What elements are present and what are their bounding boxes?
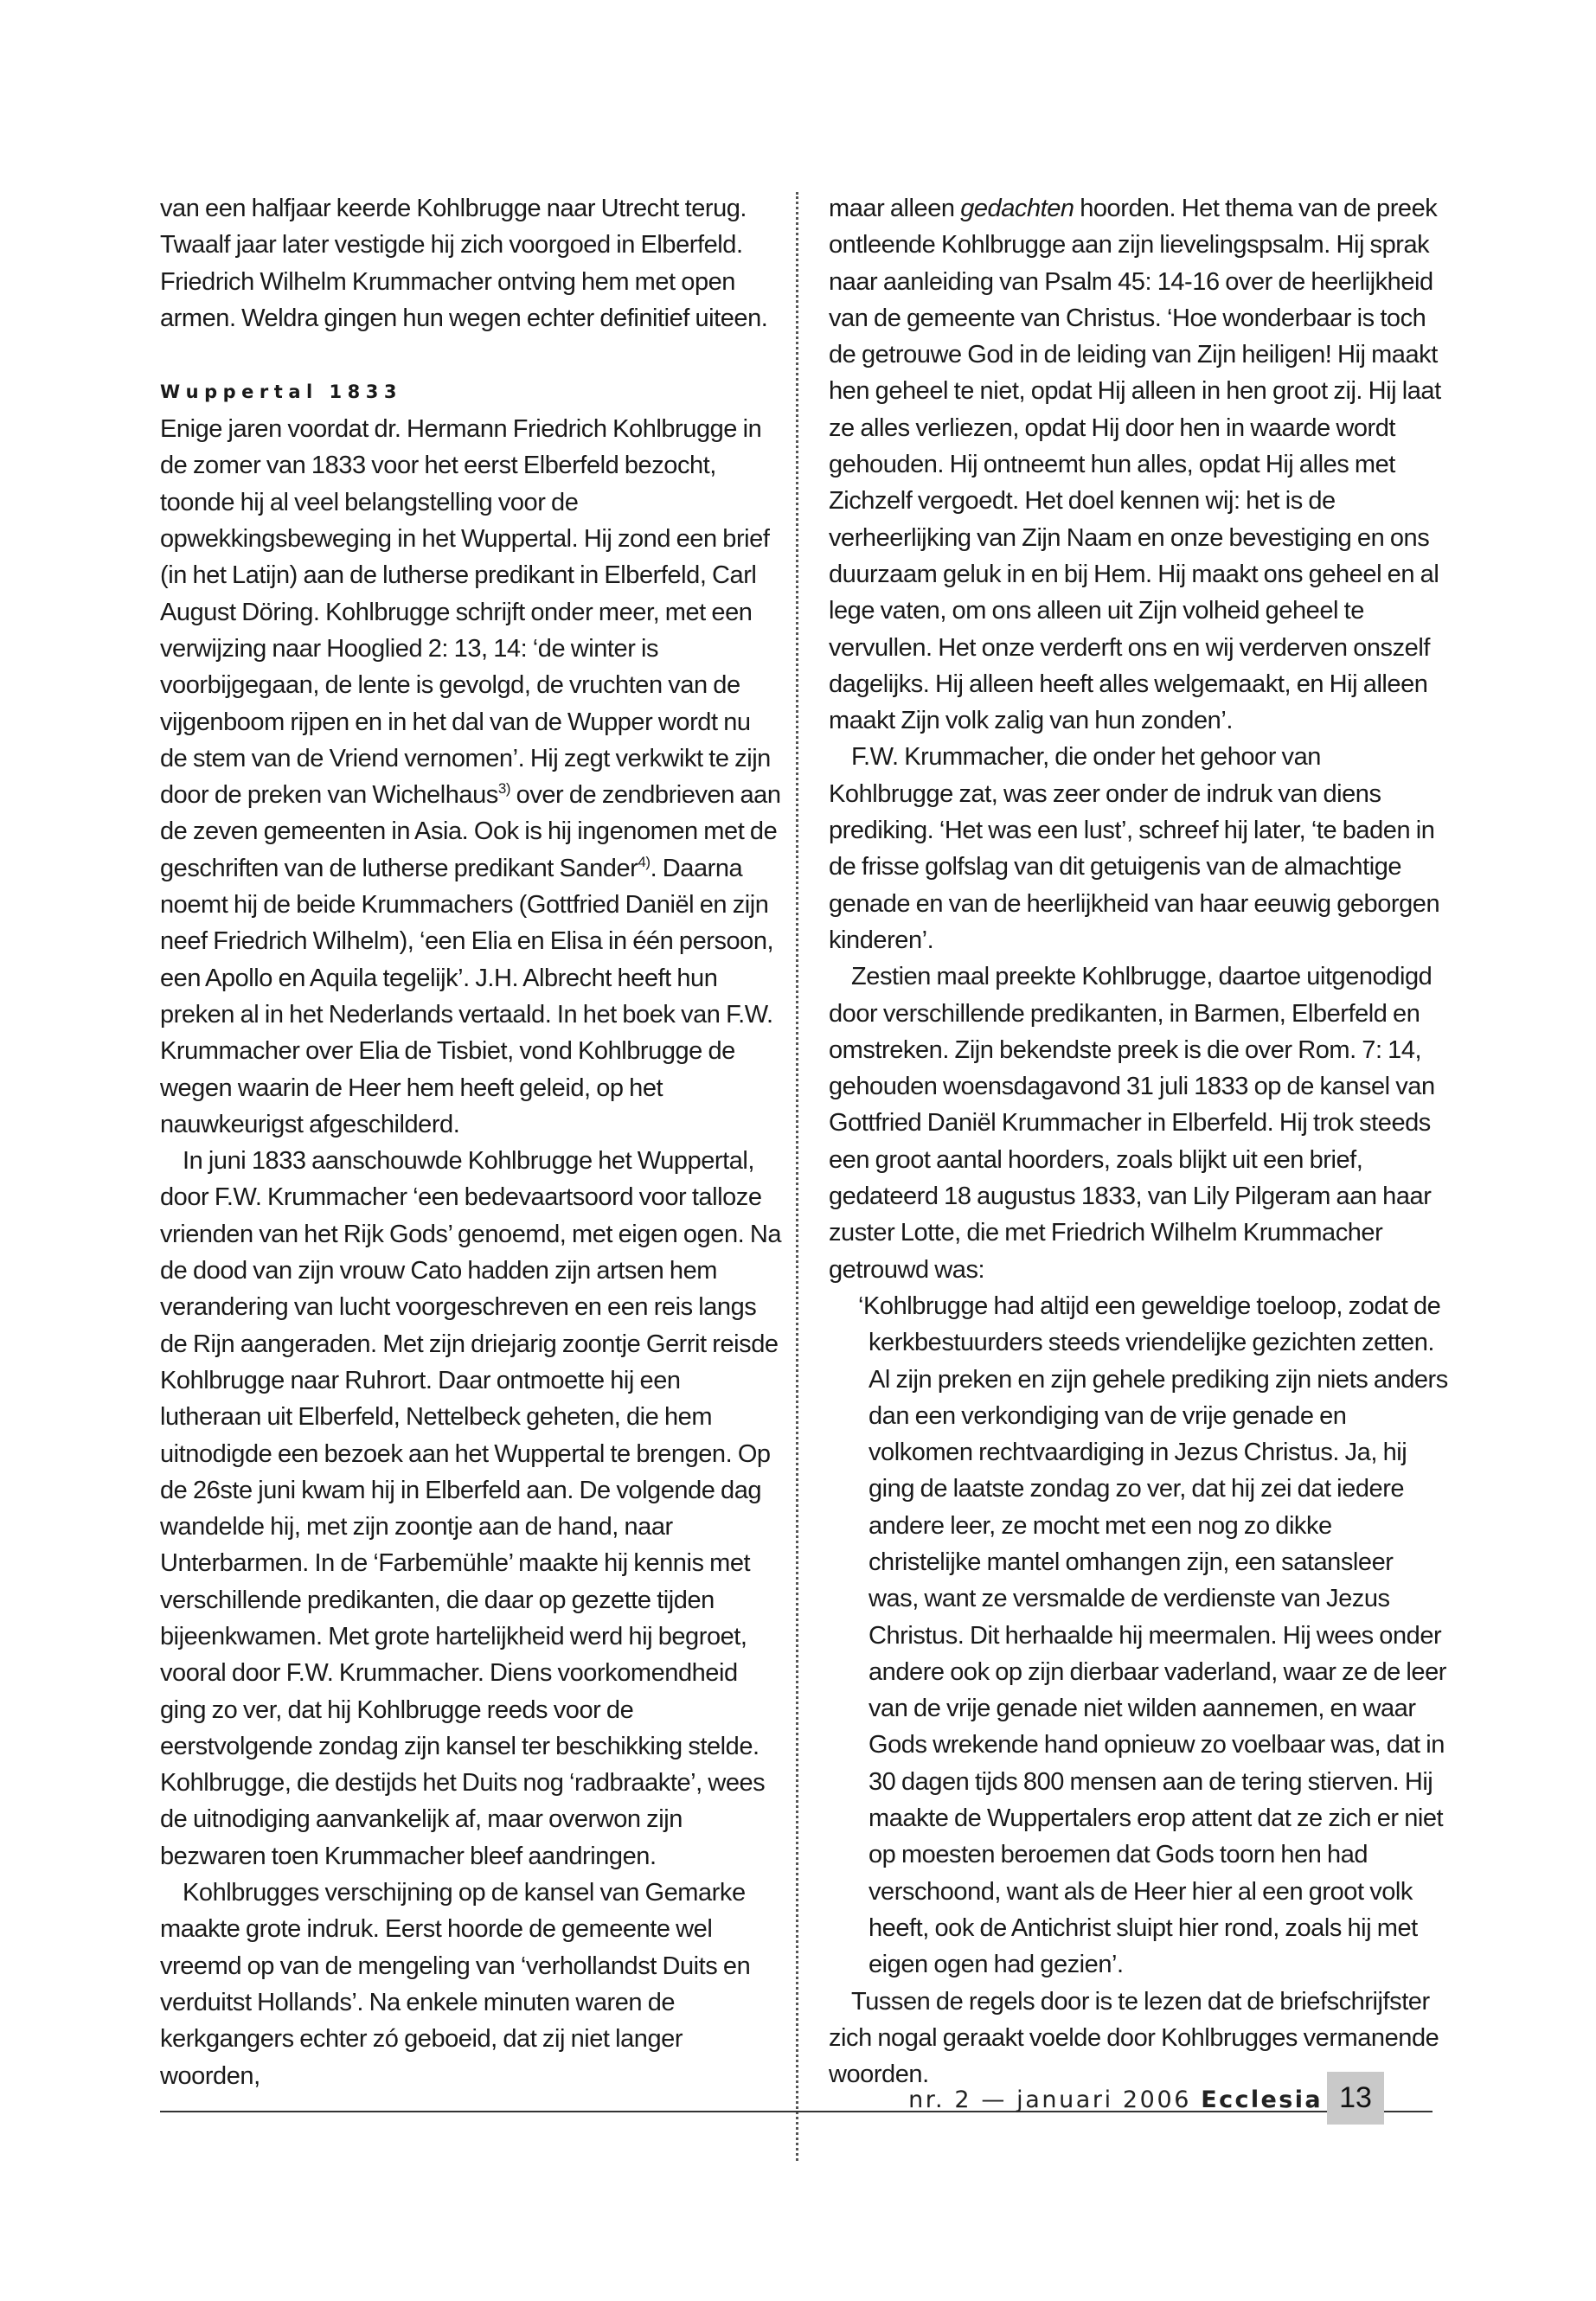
issue-label: nr. 2 — januari 2006 (908, 2086, 1192, 2113)
paragraph: Tussen de regels door is te lezen dat de briefschrijfster zich nogal geraakt voelde door Kohlbrugges vermanende woorden. (829, 1987, 1439, 2089)
footnote-ref: 4) (638, 853, 651, 870)
left-column (160, 190, 783, 2094)
column-divider (796, 192, 798, 2161)
paragraph: Enige jaren voordat dr. Hermann Friedrich Kohlbrugge in de zomer van 1833 voor het eerst Elberfeld bezocht, toonde hij al veel belangstelling voor de opwekkingsbeweging in het Wuppertal. Hij zond een brief (in het Latijn) aan de lutherse predikant in Elberfeld, Carl August Döring. Kohlbrugge schrijft onder meer, met een verwijzing naar Hooglied 2: 13, 14: ‘de winter is voorbijgegaan, de lente is gevolgd, de vruchten van de vijgenboom rijpen en in het dal van de Wupper wordt nu de stem van de Vriend vernomen’. Hij zegt verkwikt te zijn door de preken van Wichelhaus$^{3)}$ over de zendbrieven aan de zeven gemeenten in Asia. Ook is hij ingenomen met de geschriften van de lutherse predikant Sander$^{4)}$. Daarna noemt hij de beide Krummachers (Gottfried Daniël en zijn neef Friedrich Wilhelm), ‘een Elia en Elisa in één persoon, een Apollo en Aquila tegelijk’. J.H. Albrecht heeft hun preken al in het Nederlands vertaald. In het boek van F.W. Krummacher over Elia de Tisbiet, vond Kohlbrugge de wegen waarin de Heer hem heeft geleid, op het nauwkeurigst afgeschilderd. (160, 415, 781, 1138)
magazine-name: Ecclesia (1201, 2086, 1323, 2113)
page-number: 13 (1327, 2072, 1384, 2125)
paragraph: F.W. Krummacher, die onder het gehoor van Kohlbrugge zat, was zeer onder de indruk van diens prediking. ‘Het was een lust’, schreef hij later, ‘te baden in de frisse golfslag van dit getuigenis van de almachtige genade en van de heerlijkheid van haar eeuwig geborgen kinderen’. (829, 743, 1440, 954)
paragraph: Zestien maal preekte Kohlbrugge, daartoe uitgenodigd door verschillende predikanten, in Barmen, Elberfeld en omstreken. Zijn bekendste preek is die over Rom. 7: 14, gehouden woensdagavond 31 juli 1833 op de kansel van Gottfried Daniël Krummacher in Elberfeld. Hij trok steeds een groot aantal hoorders, zoals blijkt uit een brief, gedateerd 18 augustus 1833, van Lily Pilgeram aan haar zuster Lotte, die met Friedrich Wilhelm Krummacher getrouwd was: (829, 963, 1435, 1284)
paragraph: In juni 1833 aanschouwde Kohlbrugge het Wuppertal, door F.W. Krummacher ‘een bedevaartsoord voor talloze vrienden van het Rijk Gods’ genoemd, met eigen ogen. Na de dood van zijn vrouw Cato hadden zijn artsen hem verandering van lucht voorgeschreven en een reis langs de Rijn aangeraden. Met zijn driejarig zoontje Gerrit reisde Kohlbrugge naar Ruhrort. Daar ontmoette hij een lutheraan uit Elberfeld, Nettelbeck geheten, die hem uitnodigde een bezoek aan het Wuppertal te brengen. Op de 26ste juni kwam hij in Elberfeld aan. De volgende dag wandelde hij, met zijn zoontje aan de hand, naar Unterbarmen. In de ‘Farbemühle’ maakte hij kennis met verschillende predikanten, die daar op gezette tijden bijeenkwamen. Met grote hartelijkheid werd hij begroet, vooral door F.W. Krummacher. Diens voorkomendheid ging zo ver, dat hij Kohlbrugge reeds voor de eerstvolgende zondag zijn kansel ter beschikking stelde. Kohlbrugge, die destijds het Duits nog ‘radbraakte’, wees de uitnodiging aanvankelijk af, maar overwon zijn bezwaren toen Krummacher bleef aandringen. (160, 1147, 782, 1870)
paragraph: maar alleen gedachten hoorden. Het thema van de preek ontleende Kohlbrugge aan zijn lievelingspsalm. Hij sprak naar aanleiding van Psalm 45: 14-16 over de heerlijkheid van de gemeente van Christus. ‘Hoe wonderbaar is toch de getrouwe God in de leiding van Zijn heiligen! Hij maakt hen geheel te niet, opdat Hij alleen in hen groot zij. Hij laat ze alles verliezen, opdat Hij door hen in waarde wordt gehouden. Hij ontneemt hun alles, opdat Hij alles met Zichzelf vergoedt. Het doel kennen wij: het is de verheerlijking van Zijn Naam en onze bevestiging en ons duurzaam geluk in en bij Hem. Hij maakt ons geheel en al lege vaten, om ons alleen uit Zijn volheid geheel te vervullen. Het onze verderft ons en wij verderven onszelf dagelijks. Hij alleen heeft alles welgemaakt, en Hij alleen maakt Zijn volk zalig van hun zonden’. (829, 195, 1441, 735)
emphasis: gedachten (960, 195, 1074, 222)
section-heading: Wuppertal 1833 (160, 381, 402, 403)
paragraph: van een halfjaar keerde Kohlbrugge naar Utrecht terug. Twaalf jaar later vestigde hij zich voorgoed in Elberfeld. Friedrich Wilhelm Krummacher ontving hem met open armen. Weldra gingen hun wegen echter definitief uiteen. (160, 195, 768, 332)
right-column (829, 190, 1448, 2093)
paragraph: Kohlbrugges verschijning op de kansel van Gemarke maakte grote indruk. Eerst hoorde de gemeente wel vreemd op van de mengeling van ‘verhollandst Duits en verduitst Hollands’. Na enkele minuten waren de kerkgangers echter zó geboeid, dat zij niet langer woorden, (160, 1879, 751, 2090)
block-quote: ‘Kohlbrugge had altijd een geweldige toeloop, zodat de kerkbestuurders steeds vriendelijke gezichten zetten. Al zijn preken en zijn gehele prediking zijn niets anders dan een verkondiging van de vrije genade en volkomen rechtvaardiging in Jezus Christus. Ja, hij ging de laatste zondag zo ver, dat hij zei dat iedere andere leer, ze mocht met een nog zo dikke christelijke mantel omhangen zijn, een satansleer was, want ze versmalde de verdienste van Jezus Christus. Dit herhaalde hij meermalen. Hij wees onder andere ook op zijn dierbaar vaderland, waar ze de leer van de vrije genade niet wilden aannemen, en waar Gods wrekende hand opnieuw zo voelbaar was, dat in 30 dagen tijds 800 mensen aan de tering stierven. Hij maakte de Wuppertalers erop attent dat ze zich er niet op moesten beroemen dat Gods toorn hen had verschoond, want als de Heer hier al een groot volk heeft, ook de Antichrist sluipt hier rond, zoals hij met eigen ogen had gezien’. (858, 1292, 1448, 1979)
footnote-ref: 3) (497, 780, 511, 798)
footer-issue-line (908, 2086, 1323, 2113)
